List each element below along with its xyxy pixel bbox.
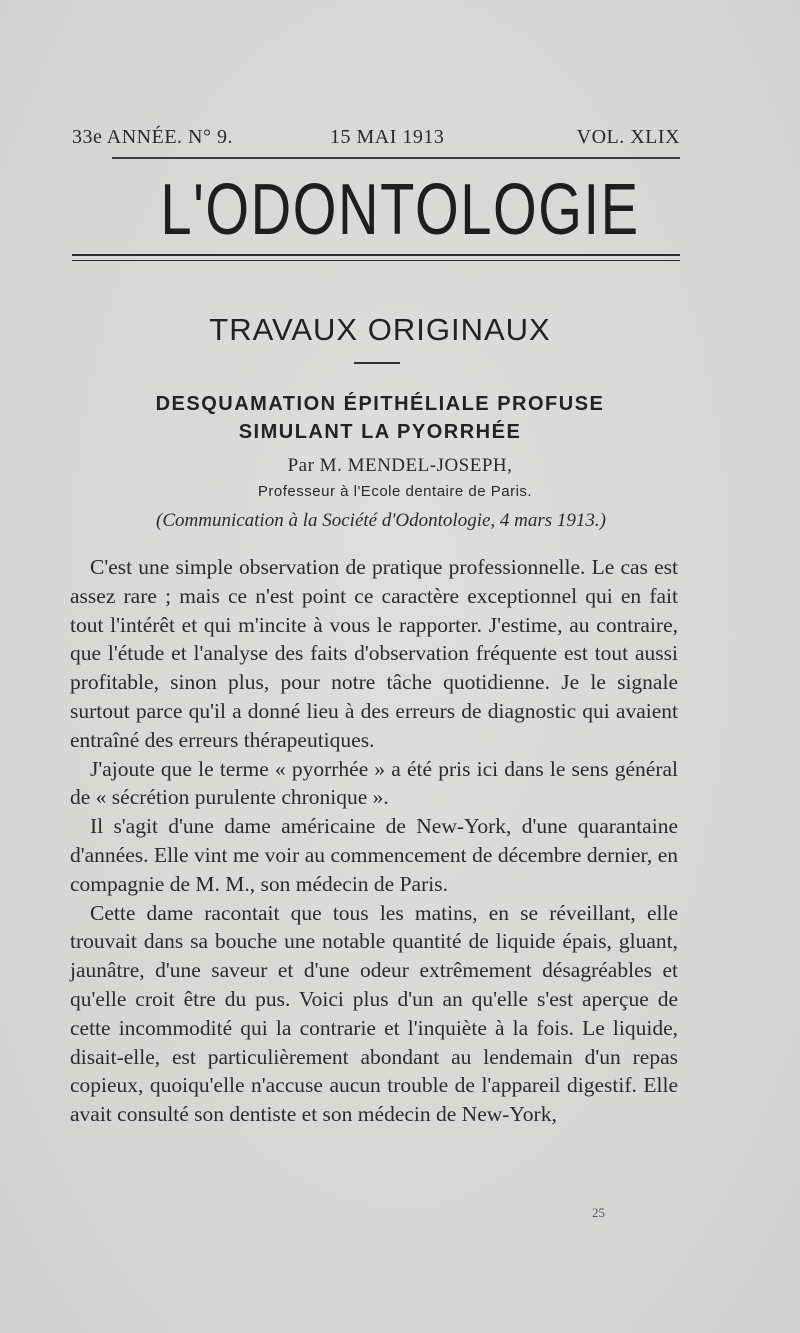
journal-masthead: L'ODONTOLOGIE [160,170,640,250]
author-affiliation: Professeur à l'Ecole dentaire de Paris. [257,483,533,500]
paragraph: C'est une simple observation de pratique professionnelle. Le cas est assez rare ; mais ce n'est point ce caractère exceptionnel qui en fait tout l'intérêt et qui m'incite à vous le rapporter. J'estime, au contraire, que l'étude et l'analyse des faits d'observation fréquente est tout aussi profitable, sinon plus, pour notre tâche quotidienne. Je le signale surtout parce qu'il a donné lieu à des erreurs de diagnostic qui avaient entraîné des erreurs thérapeutiques. [70,555,678,752]
volume-number: VOL. XLIX [576,126,680,148]
paragraph: Il s'agit d'une dame américaine de New-York, d'une quarantaine d'années. Elle vint me voir au commencement de décembre dernier, en compagnie de M. M., son médecin de Paris. [70,814,678,896]
article-title-line-1: DESQUAMATION ÉPITHÉLIALE PROFUSE [155,393,605,415]
header-rule [112,157,680,159]
issue-number: 33e ANNÉE. N° 9. [72,126,233,148]
section-title: TRAVAUX ORIGINAUX [209,312,551,347]
page-number: 25 [592,1205,605,1220]
article-title [0,390,760,446]
article-body [70,553,678,1129]
article-title-line-2: SIMULANT LA PYORRHÉE [238,421,522,443]
section-divider [354,362,400,364]
paragraph: Cette dame racontait que tous les matins, en se réveillant, elle trouvait dans sa bouche une notable quantité de liquide épais, gluant, jaunâtre, d'une saveur et d'une odeur extrêmement désagréables et qu'elle croit être du pus. Voici plus d'un an qu'elle s'est aperçue de cette incommodité qui la contrarie et l'inquiète à la fois. Le liquide, disait-elle, est particulièrement abondant au lendemain d'un repas copieux, quoiqu'elle n'accuse aucun trouble de l'appareil digestif. Elle avait consulté son dentiste et son médecin de New-York, [70,900,678,1127]
masthead-rule-thin [72,260,680,261]
author-byline: Par M. MENDEL-JOSEPH, [287,455,513,476]
running-head [72,126,680,154]
paragraph: J'ajoute que le terme « pyorrhée » a été pris ici dans le sens général de « sécrétion purulente chronique ». [70,756,678,810]
issue-date: 15 MAI 1913 [330,126,445,148]
masthead-rule-thick [72,254,680,256]
communication-note: (Communication à la Société d'Odontologie, 4 mars 1913.) [156,510,606,531]
